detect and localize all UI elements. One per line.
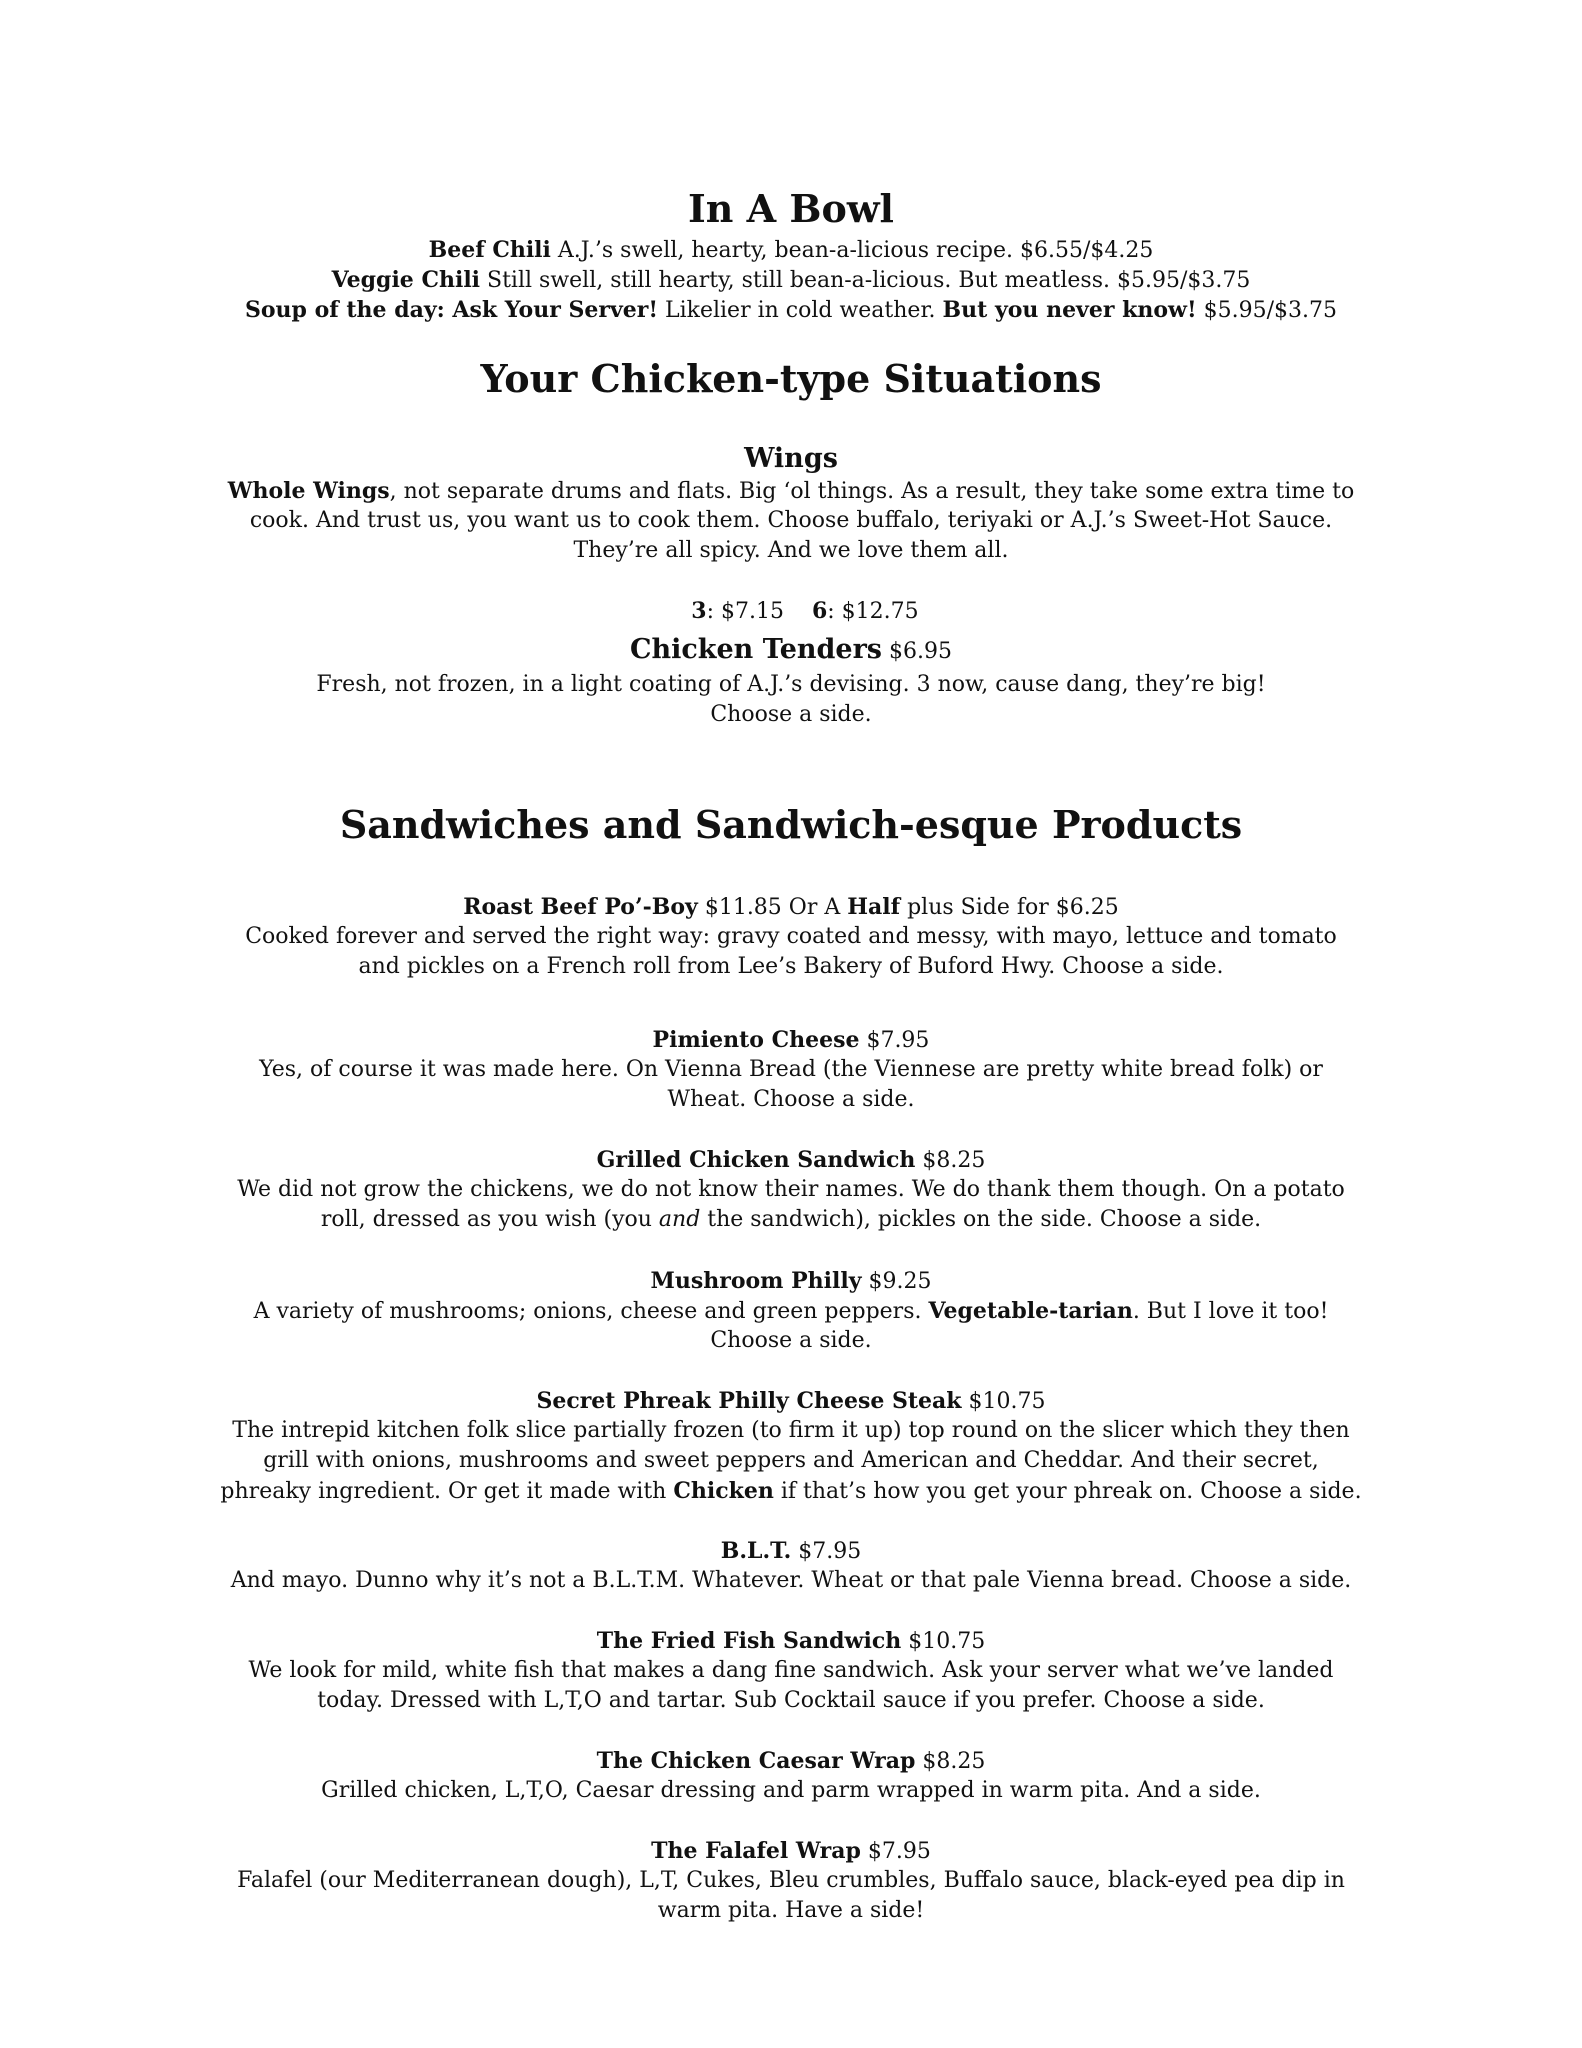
item-fish-header xyxy=(0,1626,1582,1657)
item-description: A variety of mushrooms; onions, cheese and green peppers. xyxy=(253,1299,929,1324)
item-tenders-line-2: Choose a side. xyxy=(710,702,872,727)
item-phreak-header xyxy=(0,1386,1582,1417)
item-phreak-line-3 xyxy=(0,1476,1582,1507)
item-price: $5.95/$3.75 xyxy=(1196,298,1337,323)
item-name: The Chicken Caesar Wrap xyxy=(596,1748,916,1774)
item-name: The Falafel Wrap xyxy=(651,1838,861,1864)
item-description: . But I love it too! xyxy=(1132,1299,1329,1324)
item-name: Pimiento Cheese xyxy=(652,1027,860,1053)
item-falafel-line-1: Falafel (our Mediterranean dough), L,T, Cukes, Bleu crumbles, Buffalo sauce, black-eyed pea dip in xyxy=(237,1868,1345,1893)
item-price: $10.75 xyxy=(961,1389,1046,1414)
item-poboy-header xyxy=(0,892,1582,923)
item-price: $7.95 xyxy=(860,1839,931,1864)
item-soup-of-the-day xyxy=(0,295,1582,326)
item-phreak-line-1: The intrepid kitchen folk slice partially frozen (to firm it up) top round on the slicer which they then xyxy=(232,1418,1350,1443)
item-wings-line-1 xyxy=(0,476,1582,507)
item-price: $9.25 xyxy=(861,1269,932,1294)
item-description: if that’s how you get your phreak on. Choose a side. xyxy=(773,1479,1362,1504)
item-half: Half xyxy=(847,894,901,920)
item-description: Still swell, still hearty, still bean-a-licious. But meatless. $5.95/$3.75 xyxy=(480,268,1251,293)
item-emphasis: and xyxy=(658,1207,701,1232)
section-title-in-a-bowl: In A Bowl xyxy=(688,186,894,231)
item-emphasis: Chicken xyxy=(673,1478,774,1504)
item-fish-line-2: today. Dressed with L,T,O and tartar. Sub Cocktail sauce if you prefer. Choose a side. xyxy=(317,1688,1265,1713)
item-price: $7.95 xyxy=(791,1539,862,1564)
item-beef-chili xyxy=(0,235,1582,266)
item-mushroom-line-1 xyxy=(0,1296,1582,1327)
wings-qty-3: 3 xyxy=(691,598,707,624)
item-grilled-line-2 xyxy=(0,1205,1582,1235)
wings-qty-6: 6 xyxy=(811,598,828,624)
item-veggie-chili xyxy=(0,265,1582,296)
item-grilled-line-1: We did not grow the chickens, we do not know their names. We do thank them though. On a potato xyxy=(237,1177,1345,1202)
item-emphasis: Vegetable-tarian xyxy=(928,1298,1133,1324)
item-name: Mushroom Philly xyxy=(650,1268,862,1294)
item-falafel-line-2: warm pita. Have a side! xyxy=(657,1898,925,1923)
item-wings-line-3: They’re all spicy. And we love them all. xyxy=(573,538,1009,563)
item-name: Grilled Chicken Sandwich xyxy=(596,1147,916,1173)
item-falafel-header xyxy=(0,1836,1582,1867)
section-title-chicken: Your Chicken-type Situations xyxy=(480,356,1102,401)
item-mushroom-header xyxy=(0,1266,1582,1297)
item-grilled-header xyxy=(0,1145,1582,1176)
item-pimiento-line-2: Wheat. Choose a side. xyxy=(667,1087,915,1112)
item-name: Roast Beef Po’-Boy xyxy=(463,894,698,920)
item-description: , not separate drums and flats. Big ‘ol things. As a result, they take some extra time to xyxy=(389,479,1355,504)
item-price: $8.25 xyxy=(915,1148,986,1173)
item-name: Soup of the day: Ask Your Server! xyxy=(245,297,658,323)
item-pimiento-line-1: Yes, of course it was made here. On Vienna Bread (the Viennese are pretty white bread folk) or xyxy=(259,1057,1323,1082)
item-pimiento-header xyxy=(0,1025,1582,1056)
item-caesar-header xyxy=(0,1746,1582,1777)
item-price: $6.95 xyxy=(882,639,952,664)
item-name: B.L.T. xyxy=(720,1538,792,1564)
item-name: The Fried Fish Sandwich xyxy=(596,1628,902,1654)
item-blt-header xyxy=(0,1536,1582,1567)
wings-price-6: : $12.75 xyxy=(827,599,919,624)
item-price: $11.85 Or A xyxy=(697,895,848,920)
item-poboy-line-1: Cooked forever and served the right way: gravy coated and messy, with mayo, lettuce and tomato xyxy=(245,924,1337,949)
item-blt-line-1: And mayo. Dunno why it’s not a B.L.T.M. Whatever. Wheat or that pale Vienna bread. Choose a side. xyxy=(230,1568,1352,1593)
item-tenders-line-1: Fresh, not frozen, in a light coating of A.J.’s devising. 3 now, cause dang, they’re big! xyxy=(316,672,1266,697)
item-poboy-line-2: and pickles on a French roll from Lee’s Bakery of Buford Hwy. Choose a side. xyxy=(358,954,1224,979)
item-name: Chicken Tenders xyxy=(629,634,883,665)
item-price: $10.75 xyxy=(901,1629,986,1654)
item-caesar-line-1: Grilled chicken, L,T,O, Caesar dressing and parm wrapped in warm pita. And a side. xyxy=(321,1778,1261,1803)
item-description: phreaky ingredient. Or get it made with xyxy=(220,1479,674,1504)
item-name: Secret Phreak Philly Cheese Steak xyxy=(536,1388,962,1414)
item-half-price: plus Side for $6.25 xyxy=(900,895,1119,920)
item-mushroom-line-2: Choose a side. xyxy=(710,1328,872,1353)
item-description: Likelier in cold weather. xyxy=(657,298,943,323)
item-wings-line-2: cook. And trust us, you want us to cook them. Choose buffalo, teriyaki or A.J.’s Sweet-Hot Sauce. xyxy=(249,508,1333,533)
item-name: Whole Wings xyxy=(227,478,390,504)
item-price: $8.25 xyxy=(915,1749,986,1774)
section-title-sandwiches: Sandwiches and Sandwich-esque Products xyxy=(339,802,1243,847)
subsection-title-wings: Wings xyxy=(744,443,838,474)
item-description: A.J.’s swell, hearty, bean-a-licious recipe. $6.55/$4.25 xyxy=(550,238,1154,263)
wings-price-3: : $7.15 xyxy=(706,599,812,624)
item-name: Beef Chili xyxy=(428,237,551,263)
item-price: $7.95 xyxy=(859,1028,930,1053)
item-emphasis: But you never know! xyxy=(942,297,1197,323)
item-description: the sandwich), pickles on the side. Choose a side. xyxy=(700,1207,1262,1232)
item-chicken-tenders xyxy=(0,633,1582,667)
item-name: Veggie Chili xyxy=(331,267,481,293)
item-fish-line-1: We look for mild, white fish that makes a dang fine sandwich. Ask your server what we’ve landed xyxy=(248,1658,1334,1683)
item-phreak-line-2: grill with onions, mushrooms and sweet peppers and American and Cheddar. And their secret, xyxy=(263,1448,1319,1473)
item-description: roll, dressed as you wish (you xyxy=(320,1207,659,1232)
